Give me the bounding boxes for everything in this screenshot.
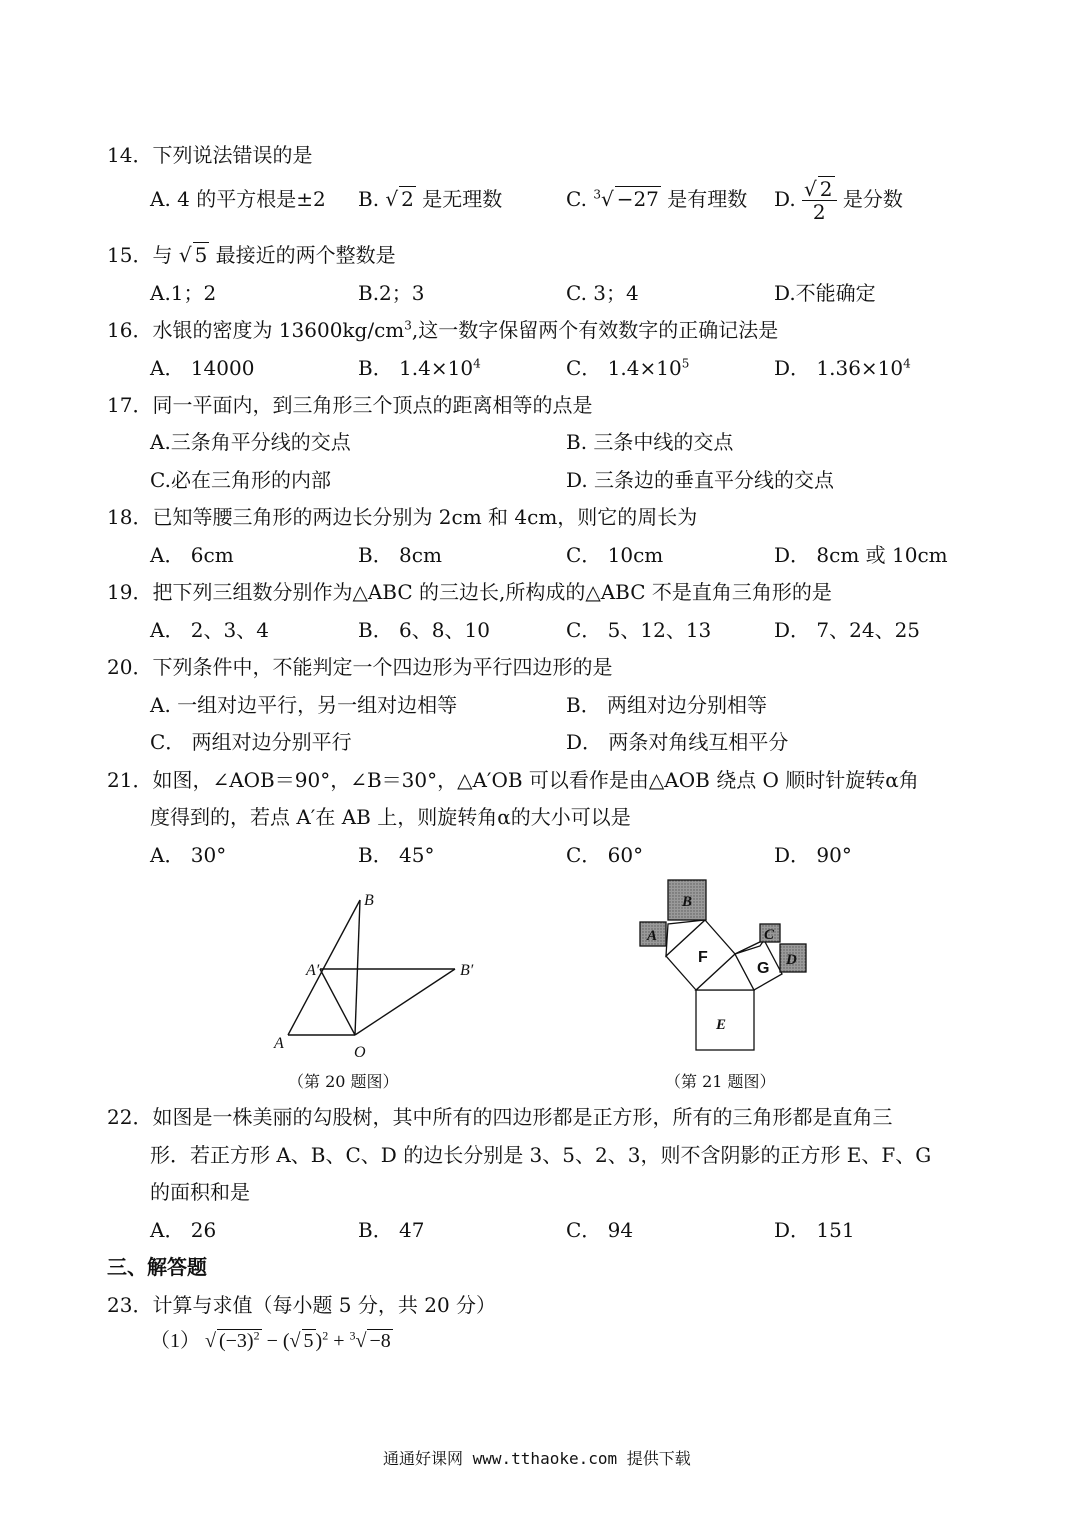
question-21 xyxy=(107,767,919,793)
question-stem-rest: 最接近的两个整数是 xyxy=(215,243,396,267)
option-text: 是分数 xyxy=(842,187,903,211)
label-E: E xyxy=(716,1017,727,1033)
question-22-line3: 的面积和是 xyxy=(150,1180,250,1204)
question-number: 22． xyxy=(107,1105,153,1129)
denominator: 2 xyxy=(812,200,826,224)
q14-option-a: A. 4 的平方根是±2 xyxy=(150,187,326,211)
q17-option-d: D. 三条边的垂直平分线的交点 xyxy=(566,468,835,492)
operator-minus: − xyxy=(266,1330,278,1352)
label-G: G xyxy=(757,960,770,977)
figure-20-caption: （第 20 题图） xyxy=(288,1072,399,1091)
q17-option-b: B. 三条中线的交点 xyxy=(566,430,734,454)
q19-option-c: C． 5、12、13 xyxy=(566,618,712,642)
q15-option-c: C. 3；4 xyxy=(566,281,639,305)
q18-option-b: B． 8cm xyxy=(358,543,442,567)
label-A: A xyxy=(647,928,658,944)
question-15 xyxy=(107,242,396,268)
question-23 xyxy=(107,1292,496,1318)
segment-BO xyxy=(355,900,360,1035)
section-heading: 三、解答题 xyxy=(107,1255,207,1279)
question-number: 19． xyxy=(107,580,153,604)
q16-option-d xyxy=(774,355,911,381)
label-C: C xyxy=(764,927,775,943)
q18-option-c: C． 10cm xyxy=(566,543,664,567)
segment-A1O xyxy=(320,969,355,1035)
label-B-prime: B′ xyxy=(460,962,474,979)
q20-option-d: D． 两条对角线互相平分 xyxy=(566,730,789,754)
question-19 xyxy=(107,579,832,605)
segment-BA xyxy=(288,900,360,1035)
exponent: 2 xyxy=(253,1328,260,1343)
question-number: 23． xyxy=(107,1293,153,1317)
paren-open: ( xyxy=(282,1330,290,1352)
label-B: B xyxy=(364,892,374,909)
q18-option-d: D． 8cm 或 10cm xyxy=(774,543,948,567)
root-index: 3 xyxy=(593,187,601,202)
option-label: C. xyxy=(566,187,587,211)
label-A: A xyxy=(274,1035,284,1052)
q22-option-b: B． 47 xyxy=(358,1218,425,1242)
superscript: 3 xyxy=(404,318,412,333)
footer-download-note: 通通好课网 www.tthaoke.com 提供下载 xyxy=(383,1449,691,1468)
cube-root-expression: $^3$√ −27 xyxy=(593,187,659,211)
q21-option-a: A． 30° xyxy=(150,843,227,867)
q15-option-b: B.2；3 xyxy=(358,281,425,305)
question-stem: 把下列三组数分别作为△ABC 的三边长,所构成的△ABC 不是直角三角形的是 xyxy=(152,580,832,604)
sub-label: （1） xyxy=(150,1330,200,1352)
question-stem: 下列说法错误的是 xyxy=(152,143,313,167)
question-22 xyxy=(107,1104,892,1130)
sqrt-expression: √ 2 xyxy=(385,187,414,211)
option-text: 是无理数 xyxy=(422,187,503,211)
q19-option-b: B． 6、8、10 xyxy=(358,618,490,642)
figure-21-pythagoras-tree xyxy=(630,874,820,1059)
question-14 xyxy=(107,142,312,168)
radicand: 2 xyxy=(401,187,414,211)
root-index: 3 xyxy=(349,1328,356,1343)
q18-option-a: A． 6cm xyxy=(150,543,234,567)
option-label: B. xyxy=(358,187,380,211)
question-number: 20． xyxy=(107,655,153,679)
q17-option-a: A.三条角平分线的交点 xyxy=(150,430,351,454)
exponent: 2 xyxy=(322,1328,329,1343)
sqrt-expression: √ 5 xyxy=(289,1330,314,1352)
question-stem: 如图，∠AOB＝90°，∠B＝30°，△A′OB 可以看作是由△AOB 绕点 O 顺时针旋转α角 xyxy=(152,768,919,792)
radicand: 2 xyxy=(819,177,833,201)
q14-option-d xyxy=(774,172,903,226)
paren-close: ) xyxy=(315,1330,323,1352)
sqrt-expression: √ 5 xyxy=(178,243,208,267)
q21-option-d: D． 90° xyxy=(774,843,852,867)
q14-option-b xyxy=(358,186,502,212)
q20-option-a: A. 一组对边平行，另一组对边相等 xyxy=(150,693,458,717)
question-stem: 计算与求值（每小题 5 分，共 20 分） xyxy=(152,1293,497,1317)
question-stem: 已知等腰三角形的两边长分别为 2cm 和 4cm，则它的周长为 xyxy=(152,505,698,529)
radicand: 5 xyxy=(194,243,208,267)
question-stem-rest: ,这一数字保留两个有效数字的正确记法是 xyxy=(411,318,779,342)
radicand-base: (−3) xyxy=(218,1330,254,1352)
radicand: 5 xyxy=(303,1330,314,1352)
question-stem: 如图是一株美丽的勾股树，其中所有的四边形都是正方形，所有的三角形都是直角三 xyxy=(152,1105,893,1129)
q22-option-d: D． 151 xyxy=(774,1218,855,1242)
label-D: D xyxy=(786,952,797,968)
question-17 xyxy=(107,392,592,418)
option-text: C． 1.4×10 xyxy=(566,356,682,380)
superscript: 4 xyxy=(903,356,911,371)
option-text: D． 1.36×10 xyxy=(774,356,904,380)
q15-option-d: D.不能确定 xyxy=(774,281,876,305)
segment-B1O xyxy=(355,969,455,1035)
q20-option-b: B． 两组对边分别相等 xyxy=(566,693,768,717)
question-number: 16． xyxy=(107,318,153,342)
superscript: 4 xyxy=(473,356,481,371)
q21-option-b: B． 45° xyxy=(358,843,435,867)
question-number: 21． xyxy=(107,768,153,792)
option-text: B． 1.4×10 xyxy=(358,356,474,380)
question-22-line2: 形．若正方形 A、B、C、D 的边长分别是 3、5、2、3，则不含阴影的正方形 E、F、G xyxy=(150,1143,932,1167)
q16-option-b xyxy=(358,355,481,381)
question-18 xyxy=(107,504,697,530)
radicand: −8 xyxy=(369,1330,391,1352)
q19-option-a: A． 2、3、4 xyxy=(150,618,269,642)
question-stem: 同一平面内，到三角形三个顶点的距离相等的点是 xyxy=(152,393,593,417)
label-O: O xyxy=(354,1044,366,1061)
q17-option-c: C.必在三角形的内部 xyxy=(150,468,331,492)
question-number: 17． xyxy=(107,393,153,417)
q15-option-a: A.1；2 xyxy=(150,281,217,305)
question-stem: 与 xyxy=(152,243,173,267)
question-stem: 水银的密度为 13600kg/cm xyxy=(152,318,405,342)
label-A-prime: A′ xyxy=(306,962,320,979)
radicand xyxy=(217,1329,262,1352)
question-number: 14． xyxy=(107,143,153,167)
operator-plus: + xyxy=(333,1330,345,1352)
question-21-line2: 度得到的，若点 A′在 AB 上，则旋转角α的大小可以是 xyxy=(150,805,631,829)
q16-option-c xyxy=(566,355,689,381)
fraction xyxy=(802,178,836,223)
option-text: 是有理数 xyxy=(667,187,748,211)
question-number: 18． xyxy=(107,505,153,529)
superscript: 5 xyxy=(681,356,690,371)
q14-option-c xyxy=(566,186,747,212)
label-F: F xyxy=(698,949,708,966)
q22-option-c: C． 94 xyxy=(566,1218,634,1242)
q22-option-a: A． 26 xyxy=(150,1218,217,1242)
cube-root-expression: $^3$√ −8 xyxy=(349,1328,391,1352)
q19-option-d: D． 7、24、25 xyxy=(774,618,921,642)
question-20 xyxy=(107,654,612,680)
sqrt-expression: √ $(-3)^2$ xyxy=(205,1328,260,1352)
option-label: D. xyxy=(774,187,796,211)
numerator: √ 2 xyxy=(802,178,836,201)
question-16 xyxy=(107,317,778,343)
q16-option-a: A． 14000 xyxy=(150,356,255,380)
figure-20-triangle-rotation xyxy=(260,885,500,1065)
label-B: B xyxy=(682,894,693,910)
radicand: −27 xyxy=(616,187,659,211)
q20-option-c: C． 两组对边分别平行 xyxy=(150,730,352,754)
question-stem: 下列条件中，不能判定一个四边形为平行四边形的是 xyxy=(152,655,613,679)
q23-subquestion-1 xyxy=(150,1328,393,1354)
question-number: 15． xyxy=(107,243,153,267)
q21-option-c: C． 60° xyxy=(566,843,644,867)
figure-21-caption: （第 21 题图） xyxy=(665,1072,776,1091)
